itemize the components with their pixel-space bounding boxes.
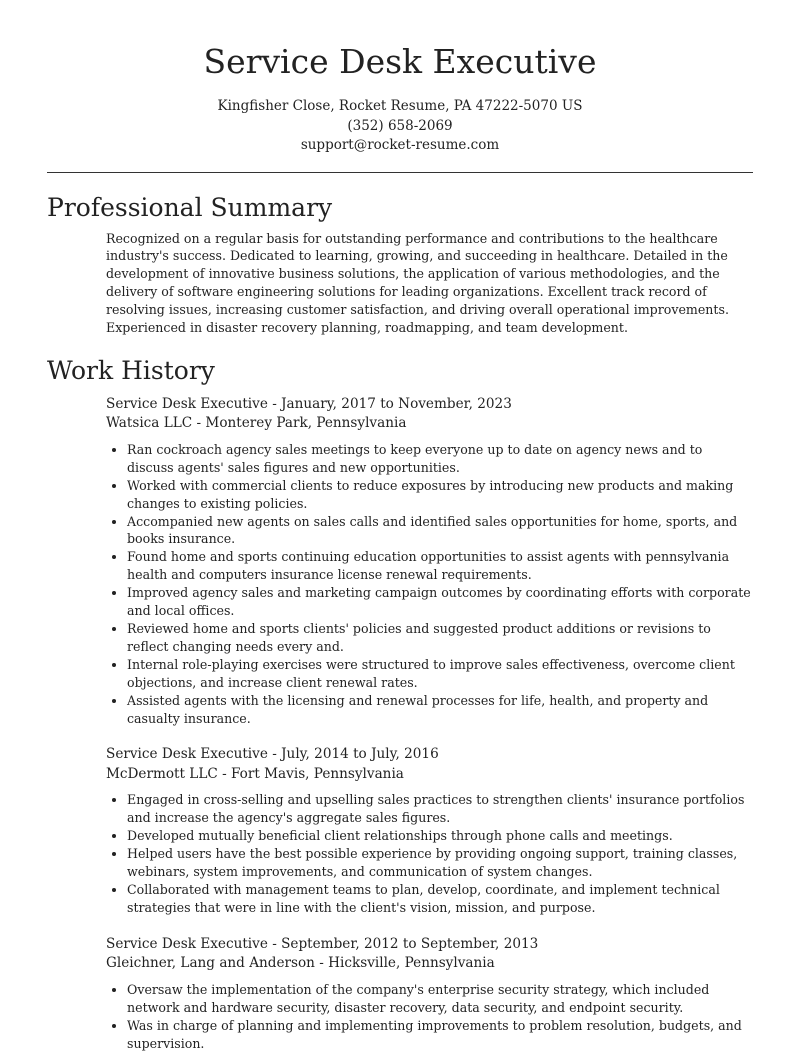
job-duty: • Oversaw the implementation of the company's enterprise security strategy, which included network and hardware security, disaster recovery, data security, and endpoint security.: [127, 981, 753, 1017]
work-history-heading: Work History: [47, 355, 215, 385]
summary-heading: Professional Summary: [47, 192, 333, 222]
job-duty: • Collaborated with management teams to plan, develop, coordinate, and implement technical strategies that were in line with the client's vision, mission, and purpose.: [127, 881, 753, 917]
contact-phone: (352) 658-2069: [347, 117, 453, 134]
job-company-location: Gleichner, Lang and Anderson - Hicksville, Pennsylvania: [106, 955, 495, 972]
contact-email: support@rocket-resume.com: [300, 137, 500, 153]
summary-section: [47, 192, 753, 337]
job-duty: • Worked with commercial clients to reduce exposures by introducing new products and making changes to existing policies.: [127, 477, 753, 513]
job-duty: • Was in charge of planning and implementing improvements to problem resolution, budgets, and supervision.: [127, 1017, 753, 1052]
contact-address: Kingfisher Close, Rocket Resume, PA 47222-5070 US: [217, 98, 583, 114]
job-entry: [106, 935, 753, 1052]
candidate-name: Service Desk Executive: [203, 42, 597, 81]
job-company-location: Watsica LLC - Monterey Park, Pennsylvania: [106, 415, 407, 432]
job-duty: • Internal role-playing exercises were structured to improve sales effectiveness, overcome client objections, and increase client renewal rates.: [127, 656, 753, 692]
job-company-location: McDermott LLC - Fort Mavis, Pennsylvania: [106, 765, 404, 782]
job-duties-list: [106, 981, 753, 1052]
job-duty: • Developed mutually beneficial client relationships through phone calls and meetings.: [127, 827, 753, 845]
job-title-dates: Service Desk Executive - September, 2012 to September, 2013: [106, 935, 539, 952]
job-duty: • Helped users have the best possible experience by providing ongoing support, training classes, webinars, system improvements, and communication of system changes.: [127, 845, 753, 881]
job-duty: • Engaged in cross-selling and upselling sales practices to strengthen clients' insurance portfolios and increase the agency's aggregate sales figures.: [127, 791, 753, 827]
resume-header: [47, 0, 753, 156]
job-duty: • Ran cockroach agency sales meetings to keep everyone up to date on agency news and to discuss agents' sales figures and new opportunities.: [127, 441, 753, 477]
job-duty: • Accompanied new agents on sales calls and identified sales opportunities for home, sports, and books insurance.: [127, 513, 753, 549]
job-duties-list: [106, 791, 753, 916]
job-title-dates: Service Desk Executive - July, 2014 to July, 2016: [106, 746, 439, 763]
job-duty: • Assisted agents with the licensing and renewal processes for life, health, and property and casualty insurance.: [127, 692, 753, 728]
job-title-dates: Service Desk Executive - January, 2017 to November, 2023: [106, 395, 512, 412]
header-divider: [47, 172, 753, 173]
job-duty: • Found home and sports continuing education opportunities to assist agents with pennsylvania health and computers insurance license renewal requirements.: [127, 548, 753, 584]
work-history-section: [47, 355, 753, 1052]
contact-block: [47, 97, 753, 156]
job-duty: • Improved agency sales and marketing campaign outcomes by coordinating efforts with corporate and local offices.: [127, 584, 753, 620]
job-entry: [106, 745, 753, 916]
job-duties-list: [106, 441, 753, 728]
job-duty: • Reviewed home and sports clients' policies and suggested product additions or revisions to reflect changing needs every and.: [127, 620, 753, 656]
summary-text: Recognized on a regular basis for outstanding performance and contributions to the healthcare industry's success. Dedicated to learning, growing, and succeeding in healthcare. Detailed in the development of innovative business solutions, the application of various methodologies, and the delivery of software engineering solutions for leading organizations. Excellent track record of resolving issues, increasing customer satisfaction, and driving overall operational improvements. Experienced in disaster recovery planning, roadmapping, and team development.: [106, 230, 729, 336]
job-entry: [106, 395, 753, 728]
